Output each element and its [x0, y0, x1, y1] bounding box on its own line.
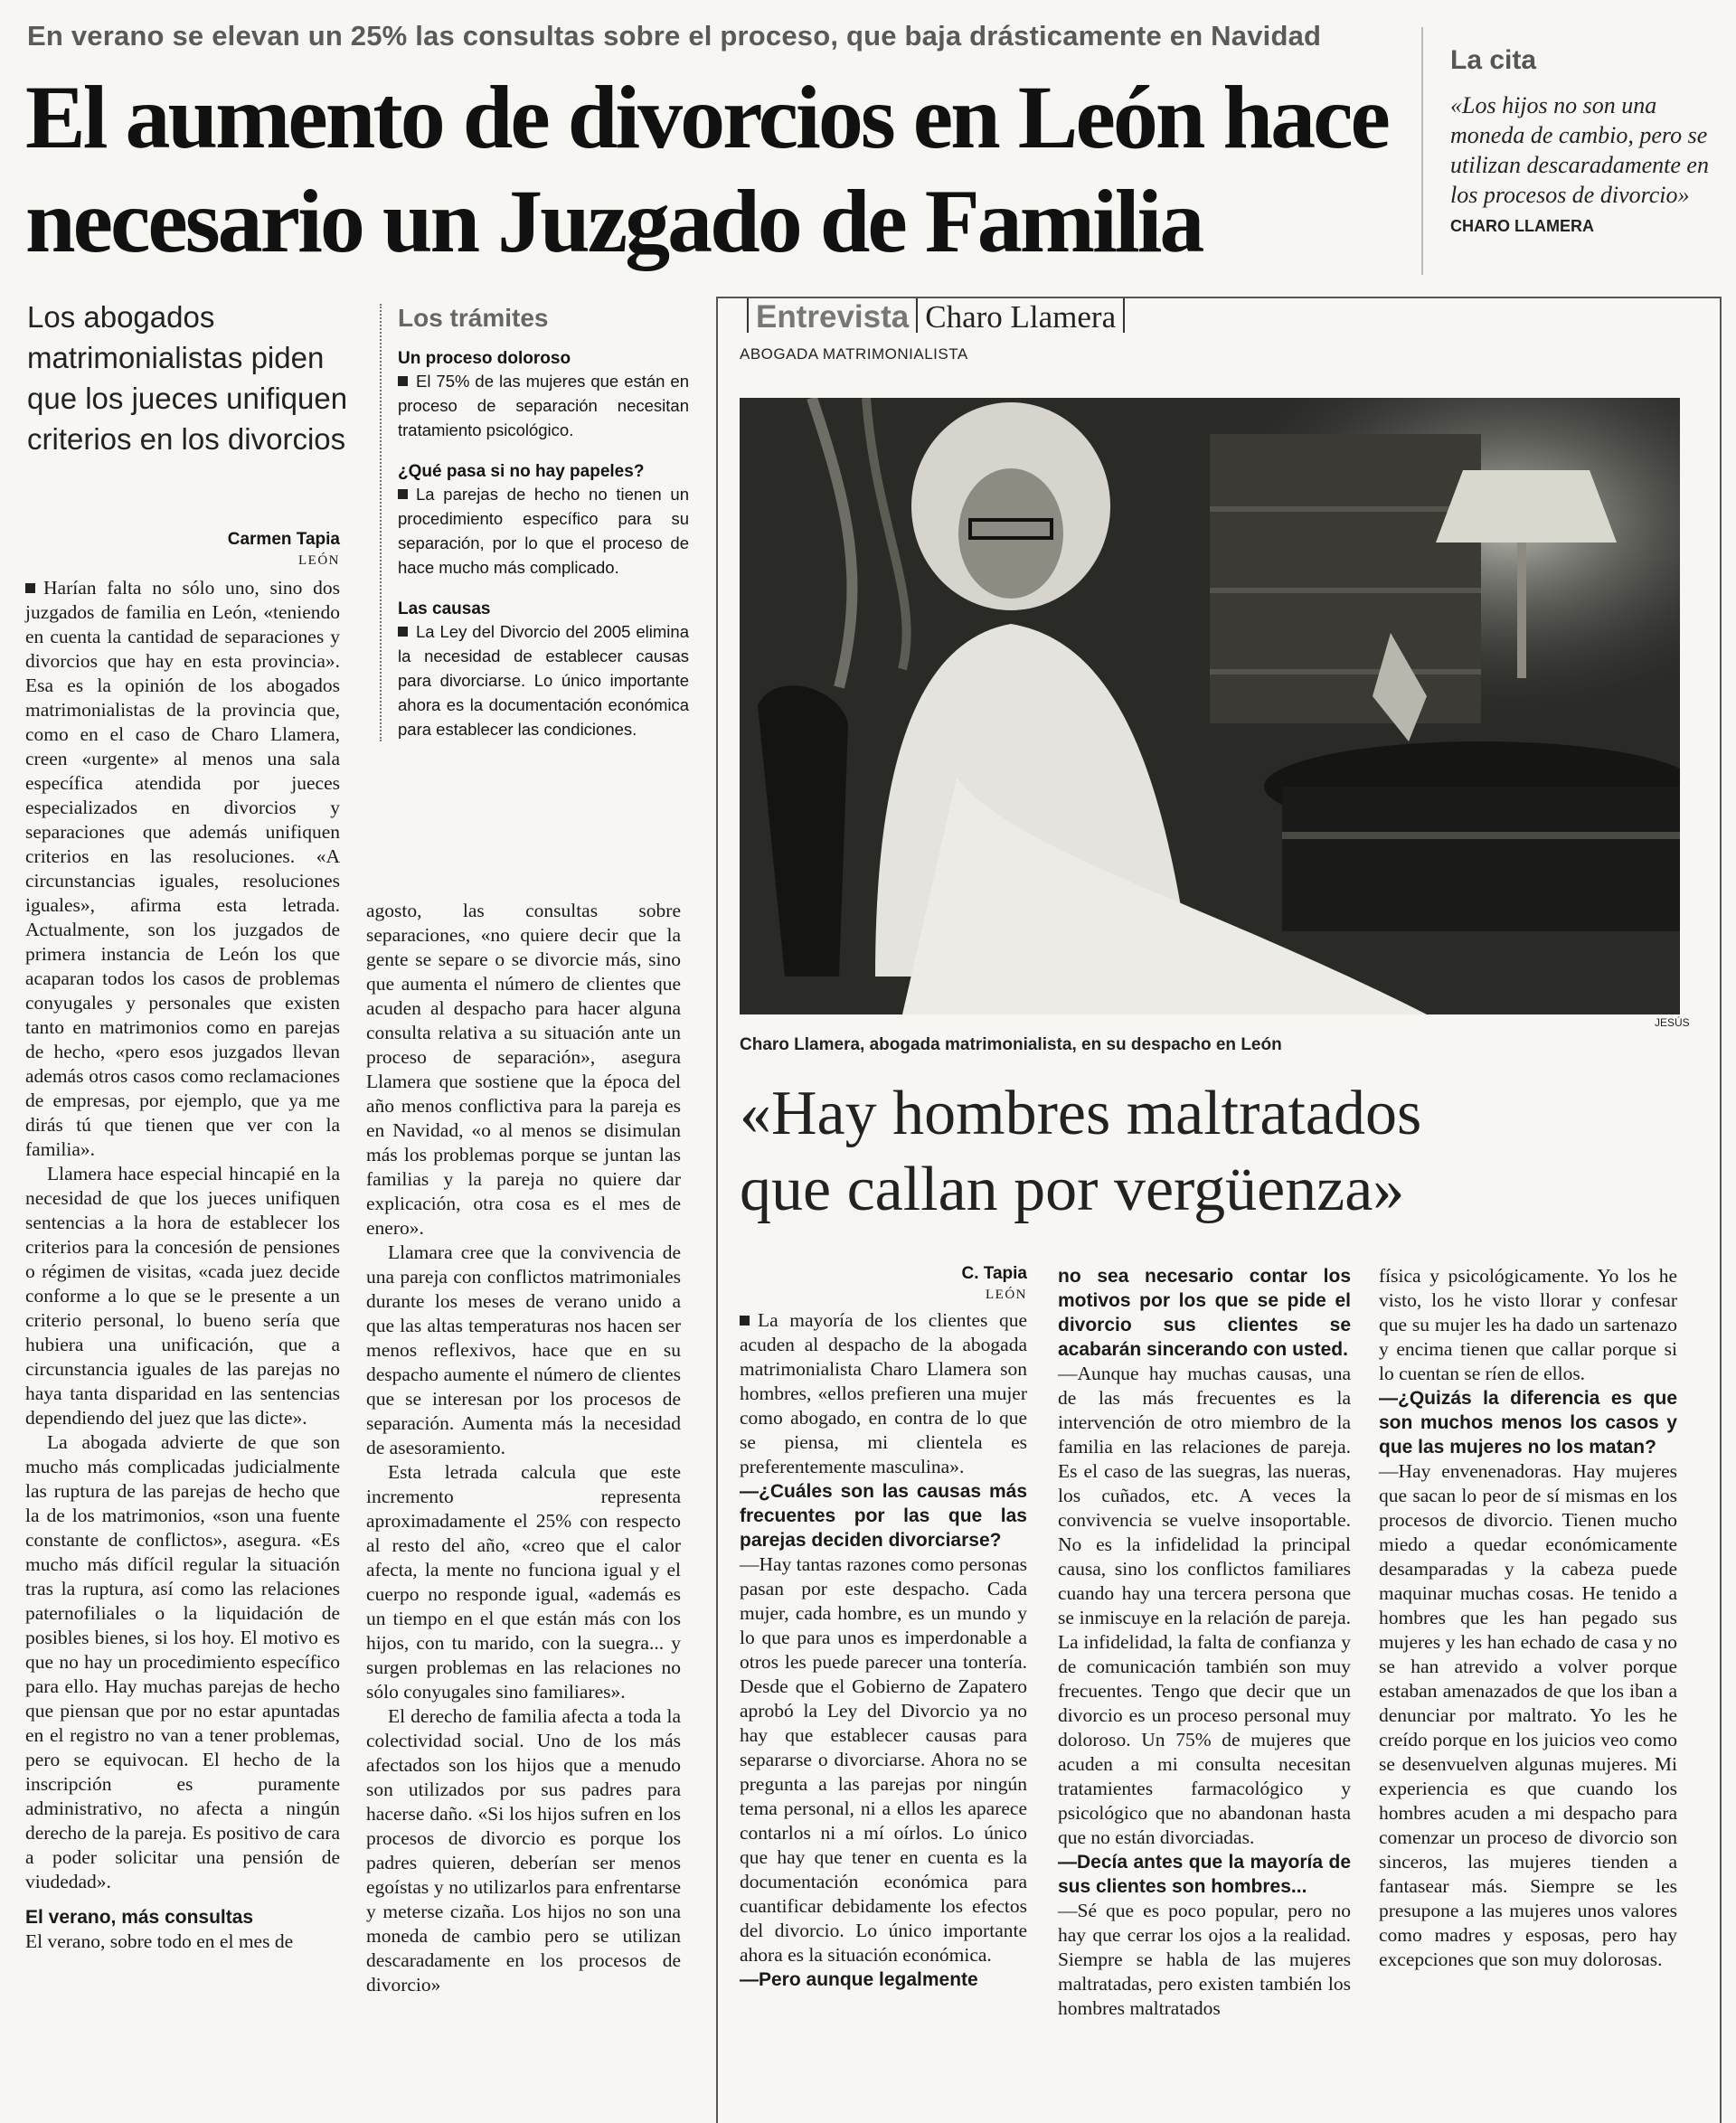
paragraph: El derecho de familia afecta a toda la colectividad social. Uno de los más afectados son los hijos que a menudo son utilizados por sus padres para hacerse daño. «Si los hijos sufren en los procesos de divorcio es porque los padres quieren, deberían ser menos egoístas y no utilizarlos para enfrentarse y meterse cizaña. Los hijos no son una moneda de cambio pero se utilizan descaradamente en los procesos de divorcio»: [366, 1705, 681, 1996]
bullet-square-icon: [398, 627, 408, 637]
byline-place: LEÓN: [298, 553, 340, 568]
paragraph: El verano, sobre todo en el mes de: [25, 1930, 294, 1952]
procedures-item-text: La parejas de hecho no tienen un procedimiento específico para su separación, por lo que el proceso de hace mucho más complicado.: [398, 485, 689, 577]
subsection-heading: El verano, más consultas: [25, 1907, 254, 1928]
subheadline: Los abogados matrimonialistas piden que los jueces unifiquen criterios en los divorcios: [27, 300, 348, 456]
photo-caption: Charo Llamera, abogada matrimonialista, en su despacho en León: [740, 1035, 1282, 1054]
paragraph: Llamera hace especial hincapié en la necesidad de que los jueces unifiquen sentencias a la hora de establecer los criterios para la concesión de pensiones o régimen de visitas, «cada juez decide conforme a lo que se le presente a un criterio personal, lo bueno sería que hubiera una unificación, que a circunstancia iguales de las parejas no haya tanta disparidad en las sentencias dependiendo del juez que las dicte».: [25, 1163, 340, 1429]
procedures-title: Los trámites: [398, 304, 549, 332]
divider: [747, 298, 749, 333]
interview-byline: C. Tapia: [961, 1264, 1027, 1283]
headline: [25, 65, 1418, 273]
interview-headline-line-2: que callan por vergüenza»: [740, 1155, 1405, 1224]
interview-question: —¿Quizás la diferencia es que son muchos menos los casos y que las mujeres no los matan?: [1379, 1388, 1677, 1458]
paragraph: Llamara cree que la convivencia de una pareja con conflictos matrimoniales durante los meses de verano unido a que las altas temperaturas nos hacen ser menos reflexivos, hace que en su despacho aumente el número de clientes que se interesan por los procesos de separación. Aumenta más la necesidad de asesoramiento.: [366, 1241, 681, 1458]
interviewee-role: ABOGADA MATRIMONIALISTA: [740, 345, 968, 363]
interview-question: —Pero aunque legalmente: [740, 1969, 978, 1990]
paragraph: Esta letrada calcula que este incremento representa aproximadamente el 25% con respecto al resto del año, «creo que el calor afecta, la mente no funciona igual y el cuerpo no responde igual, «además es un tiempo en el que están más con los hijos, con tu marido, con la suegra... y surgen problemas en las relaciones no sólo conyugales sino familiares».: [366, 1461, 681, 1703]
interview-headline-line-1: «Hay hombres maltratados: [740, 1079, 1422, 1148]
interview-photo: [740, 398, 1680, 1014]
interview-question: —Decía antes que la mayoría de sus clientes son hombres...: [1058, 1852, 1351, 1897]
procedures-item-heading: Las causas: [398, 599, 491, 618]
paragraph: —Hay tantas razones como personas pasan por este despacho. Cada mujer, cada hombre, es un mundo y lo que para unos es imperdonable a otros les puede parecer una tontería. Desde que el Gobierno de Zapatero aprobó la Ley del Divorcio ya no hay que establecer causas para separarse o divorciarse. Ahora no se pregunta a las parejas por ningún tema personal, ni a ellos les aparece contarlos ni a mí oírlos. Lo único que hay que tener en cuenta es la documentación económica para cuantificar debidamente los efectos del divorcio. Lo único importante ahora es la situación económica.: [740, 1553, 1027, 1966]
procedures-item-heading: Un proceso doloroso: [398, 349, 571, 368]
paragraph: —Sé que es poco popular, pero no hay que cerrar los ojos a la realidad. Siempre se habla de las mujeres maltratadas, pero existen también los hombres maltratados: [1058, 1900, 1351, 2019]
procedures-item-heading: ¿Qué pasa si no hay papeles?: [398, 462, 645, 481]
interview-headline: [740, 1076, 1698, 1228]
interviewee-name: Charo Llamera: [925, 299, 1117, 335]
quote-author: CHARO LLAMERA: [1450, 217, 1594, 235]
paragraph: —Aunque hay muchas causas, una de las más frecuentes es la intervención de otro miembro de la familia en las relaciones de pareja. Es el caso de las suegras, las nueras, los cuñados, etc. A veces la convivencia se vuelve insoportable. No es la infidelidad la principal causa, sino los conflictos familiares cuando hay una tercera persona que se inmiscuye en la relación de pareja. La infidelidad, la falta de confianza y de comunicación también son muy frecuentes. Tengo que decir que un divorcio es un proceso personal muy doloroso. Un 75% de mujeres que acuden a mi consulta necesitan tratamientes farmacológico y psicológico que no abandonan hasta que no están divorciadas.: [1058, 1363, 1351, 1848]
article-body-1: [25, 576, 340, 1954]
article-column-2: [366, 899, 681, 1997]
bullet-square-icon: [398, 376, 408, 386]
interview-question: —¿Cuáles son las causas más frecuentes por las que las parejas deciden divorciarse?: [740, 1481, 1027, 1551]
interview-section-label: Entrevista: [756, 299, 910, 335]
office-photo-illustration: [740, 398, 1680, 1014]
article-column-1: [25, 530, 340, 1954]
quote-label: La cita: [1450, 45, 1537, 75]
paragraph: agosto, las consultas sobre separaciones, «no quiere decir que la gente se separe o se divorcie más, sino que aumenta el número de clientes que acuden al despacho para hacer alguna consulta relativa a su situación ante un proceso de separación», asegura Llamera que sostiene que la época del año menos conflictiva para la pareja es en Navidad, «o al menos se disimulan más los problemas porque se juntan las familias y la pareja no quiere dar explicación, otra cosa es el mes de enero».: [366, 900, 681, 1239]
byline-author: Carmen Tapia: [227, 530, 340, 549]
bullet-square-icon: [25, 583, 35, 593]
quote-box: [1421, 27, 1720, 275]
paragraph: Harían falta no sólo uno, sino dos juzgados de familia en León, «teniendo en cuenta la cantidad de separaciones y divorcios que hay en esta provincia». Esa es la opinión de los abogados matrimonialistas de la provincia que, como en el caso de Charo Llamera, creen «urgente» al menos una sala específica atendida por jueces especializados en divorcios y separaciones que además unifiquen criterios en las resoluciones. «A circunstancias iguales, resoluciones iguales», afirma esta letrada. Actualmente, son los juzgados de primera instancia de León los que acaparan todos los casos de problemas conyugales y personales que existen tanto en matrimonios como en parejas de hecho, «pero esos juzgados llevan además otros casos como reclamaciones de empresas, por ejemplo, que ya me dirás tú que tienen que ver con la familia».: [25, 577, 340, 1160]
quote-text: «Los hijos no son una moneda de cambio, pero se utilizan descaradamente en los procesos de divorcio»: [1450, 92, 1709, 208]
divider: [1123, 298, 1125, 333]
divider: [916, 298, 918, 333]
interview-body-1: [740, 1308, 1027, 1992]
interview-column-1: [740, 1264, 1027, 1992]
paragraph: física y psicológicamente. Yo los he visto, los he visto llorar y confesar que su mujer les ha dado un sartenazo y encima tienen que callar porque si lo cuentan se ríen de ellos.: [1379, 1265, 1677, 1384]
procedures-sidebar: [380, 304, 689, 741]
photo-credit: JESÚS: [1655, 1016, 1690, 1029]
interview-column-2: [1058, 1264, 1351, 2021]
bullet-square-icon: [398, 489, 408, 499]
paragraph: La mayoría de los clientes que acuden al despacho de la abogada matrimonialista Charo Llamera son hombres, «ellos prefieren una mujer como abogado, en contra de lo que se piensa, mi clientela es preferentemente masculina».: [740, 1309, 1027, 1477]
interview-place: LEÓN: [986, 1288, 1027, 1302]
procedures-item-text: La Ley del Divorcio del 2005 elimina la necesidad de establecer causas para divorciarse. Lo único importante ahora es la documentación económica para establecer las condiciones.: [398, 622, 689, 739]
headline-line-2: necesario un Juzgado de Familia: [25, 171, 1203, 271]
procedures-item-text: El 75% de las mujeres que están en proceso de separación necesitan tratamiento psicológico.: [398, 372, 689, 439]
bullet-square-icon: [740, 1316, 750, 1326]
kicker: En verano se elevan un 25% las consultas sobre el proceso, que baja drásticamente en Navidad: [27, 20, 1322, 52]
headline-line-1: El aumento de divorcios en León hace: [25, 67, 1388, 167]
interview-column-3: [1379, 1264, 1677, 1972]
paragraph: —Hay envenenadoras. Hay mujeres que sacan lo peor de sí mismas en los procesos de divorcio. Tienen mucho miedo a quedar económicamente desamparadas y la cabeza puede maquinar muchas cosas. He tenido a hombres que les han pegado sus mujeres y les han echado de casa y no se han atrevido a volver porque estaban amenazados de que los iban a denunciar por maltrato. Yo les he creído porque en los juicios veo como se desenvuelven algunas mujeres. Mi experiencia es que cuando los hombres acuden a mi despacho para comenzar un proceso de divorcio son sinceros, las mujeres tienden a fantasear más. Siempre se les presupone a las mujeres unos valores como madres y esposas, pero hay excepciones que son muy dolorosas.: [1379, 1460, 1677, 1970]
paragraph: La abogada advierte de que son mucho más complicadas judicialmente las ruptura de las parejas de hecho que la de los matrimonios, «son una fuente constante de conflictos», asegura. «Es mucho más difícil regular la situación tras la ruptura, así como las relaciones paternofiliales o la liquidación de posibles bienes, si los hoy. El motivo es que no hay un procedimiento específico para ello. Hay muchas parejas de hecho que piensan que por no estar apuntadas en el registro no van a tener problemas, pero se equivocan. El hecho de la inscripción es puramente administrativo, no afecta a ningún derecho de la pareja. Es positivo de cara a poder solicitar una pensión de viudedad».: [25, 1431, 340, 1892]
interview-header: [740, 298, 1132, 335]
interview-question: no sea necesario contar los motivos por los que se pide el divorcio sus clientes se acabarán sincerando con usted.: [1058, 1266, 1351, 1360]
